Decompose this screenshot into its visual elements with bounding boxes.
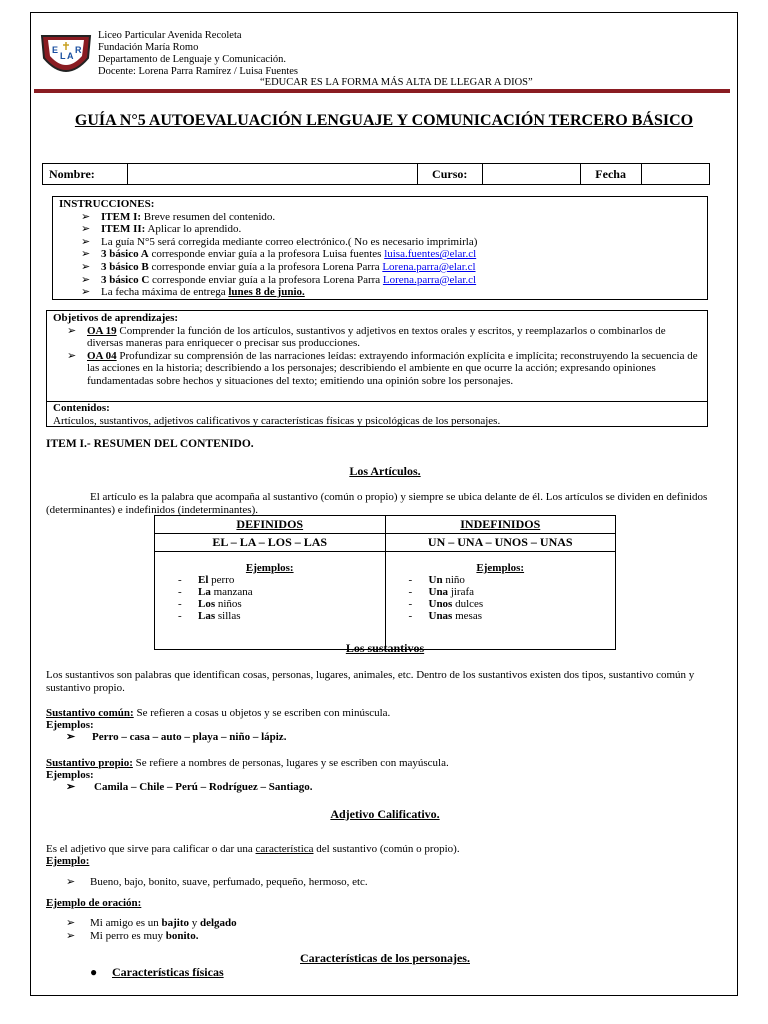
common-noun-def: Sustantivo común: Se refieren a cosas u objetos y se escriben con minúscula.: [46, 707, 391, 719]
department-name: Departamento de Lenguaje y Comunicación.: [98, 54, 287, 65]
indefinidos-list: UN – UNA – UNOS – UNAS: [385, 534, 616, 552]
contents-text: Artículos, sustantivos, adjetivos calificativos y características físicas y psicológicas de los personajes.: [53, 414, 501, 427]
articles-intro: El artículo es la palabra que acompaña al sustantivo (común o propio) y siempre se ubica delante de él. Los artículos se dividen en definidos (determinantes) e indefinidos (indeterminantes).: [46, 491, 708, 516]
objective-item: ➢ OA 04 Profundizar su comprensión de las narraciones leídas: extrayendo información explícita e implícita; reconstruyendo la secuencia de las acciones en la historia; describiendo a los personajes; describiendo el ambiente en que ocurre la acción; expresando opiniones fundamentadas sobre hechos y situaciones del texto; emitiendo una opinión sobre los personajes.: [67, 349, 698, 387]
examples-label: Ejemplos:: [245, 562, 294, 574]
proper-examples-label: Ejemplos:: [46, 769, 94, 781]
instruction-item: ➢ La fecha máxima de entrega lunes 8 de junio.: [81, 286, 305, 299]
name-label: Nombre:: [43, 164, 128, 185]
definidos-header: DEFINIDOS: [155, 516, 386, 534]
example-item: - Los niños: [178, 598, 242, 610]
email-link-c[interactable]: Lorena.parra@elar.cl: [382, 273, 477, 286]
svg-text:L: L: [60, 51, 66, 61]
articles-table: [154, 515, 616, 650]
sentence-example-label: Ejemplo de oración:: [46, 897, 142, 909]
definidos-examples: [155, 552, 386, 650]
objectives-box: [46, 310, 708, 402]
nouns-title: Los sustantivos: [345, 641, 425, 655]
instruction-item: ➢ 3 básico A corresponde enviar guía a la profesora Luisa fuentes luisa.fuentes@elar.cl: [81, 248, 477, 261]
adjective-title: Adjetivo Calificativo.: [330, 807, 440, 821]
adjective-examples: ➢ Bueno, bajo, bonito, suave, perfumado, pequeño, hermoso, etc.: [66, 876, 368, 888]
example-item: - Unas mesas: [408, 610, 482, 622]
email-link-b[interactable]: Lorena.parra@elar.cl: [382, 260, 476, 273]
proper-noun-def: Sustantivo propio: Se refiere a nombres de personas, lugares y se escriben con mayúscula.: [46, 757, 449, 769]
example-item: - Las sillas: [178, 610, 241, 622]
instruction-item: ➢ ITEM II: Aplicar lo aprendido.: [81, 223, 242, 236]
instruction-item: ➢ ITEM I: Breve resumen del contenido.: [81, 210, 276, 223]
characters-title: Características de los personajes.: [300, 951, 470, 965]
proper-examples: ➢ Camila – Chile – Perú – Rodríguez – Santiago.: [66, 781, 313, 793]
objectives-heading: Objetivos de aprendizajes:: [53, 312, 179, 324]
articles-title: Los Artículos.: [349, 464, 421, 478]
date-field[interactable]: [641, 164, 709, 185]
examples-label: Ejemplos:: [476, 562, 525, 574]
objective-item: ➢ OA 19 Comprender la función de los artículos, sustantivos y adjetivos en textos orales y escritos, y reemplazarlos o combinarlos de diversas maneras para enriquecer o precisar sus producciones.: [67, 324, 666, 350]
sentence-example: ➢ Mi amigo es un bajito y delgado: [66, 917, 237, 929]
header-divider: [34, 89, 730, 93]
name-field[interactable]: [127, 164, 417, 185]
instructions-box: [52, 196, 708, 300]
common-examples-label: Ejemplos:: [46, 719, 94, 731]
instruction-item: ➢ La guía N°5 será corregida mediante correo electrónico.( No es necesario imprimirla): [81, 235, 478, 248]
nouns-intro: Los sustantivos son palabras que identifican cosas, personas, lugares, animales, etc. Dentro de los sustantivos existen dos tipos, sustantivo común y sustantivo propio.: [46, 669, 695, 694]
motto: “EDUCAR ES LA FORMA MÁS ALTA DE LLEGAR A DIOS”: [260, 77, 533, 88]
student-form: [42, 163, 710, 185]
definidos-list: EL – LA – LOS – LAS: [155, 534, 386, 552]
page-title: GUÍA N°5 AUTOEVALUACIÓN LENGUAJE Y COMUNICACIÓN TERCERO BÁSICO: [74, 112, 694, 129]
svg-text:A: A: [67, 51, 74, 61]
foundation-name: Fundación María Romo: [98, 42, 199, 53]
svg-text:E: E: [52, 45, 59, 55]
sentence-example: ➢ Mi perro es muy bonito.: [66, 930, 199, 942]
course-field[interactable]: [482, 164, 580, 185]
item1-heading: ITEM I.- RESUMEN DEL CONTENIDO.: [46, 438, 254, 450]
example-item: - Una jirafa: [408, 586, 475, 598]
indefinidos-examples: [385, 552, 616, 650]
adjective-intro: Es el adjetivo que sirve para calificar o dar una característica del sustantivo (común o propio).: [46, 843, 460, 855]
school-name: Liceo Particular Avenida Recoleta: [98, 30, 242, 41]
example-item: - Unos dulces: [408, 598, 484, 610]
course-label: Curso:: [417, 164, 482, 185]
instruction-item: ➢ 3 básico B corresponde enviar guía a la profesora Lorena Parra Lorena.parra@elar.cl: [81, 260, 476, 273]
email-link-a[interactable]: luisa.fuentes@elar.cl: [384, 248, 477, 261]
contents-heading: Contenidos:: [53, 402, 110, 414]
example-item: - Un niño: [408, 574, 465, 586]
adjective-example-label: Ejemplo:: [46, 855, 90, 867]
example-item: - La manzana: [178, 586, 253, 598]
svg-text:R: R: [75, 45, 82, 55]
instruction-item: ➢ 3 básico C corresponde enviar guía a la profesora Lorena Parra Lorena.parra@elar.cl: [81, 273, 477, 286]
physical-characteristics: ● Características físicas: [90, 965, 224, 979]
instructions-heading: INSTRUCCIONES:: [59, 198, 155, 210]
date-label: Fecha: [580, 164, 641, 185]
common-examples: ➢ Perro – casa – auto – playa – niño – lápiz.: [66, 731, 287, 743]
contents-box: [46, 401, 708, 427]
example-item: - El perro: [178, 574, 235, 586]
school-logo: [38, 28, 94, 80]
teachers-line: Docente: Lorena Parra Ramírez / Luisa Fuentes: [98, 66, 299, 77]
indefinidos-header: INDEFINIDOS: [385, 516, 616, 534]
